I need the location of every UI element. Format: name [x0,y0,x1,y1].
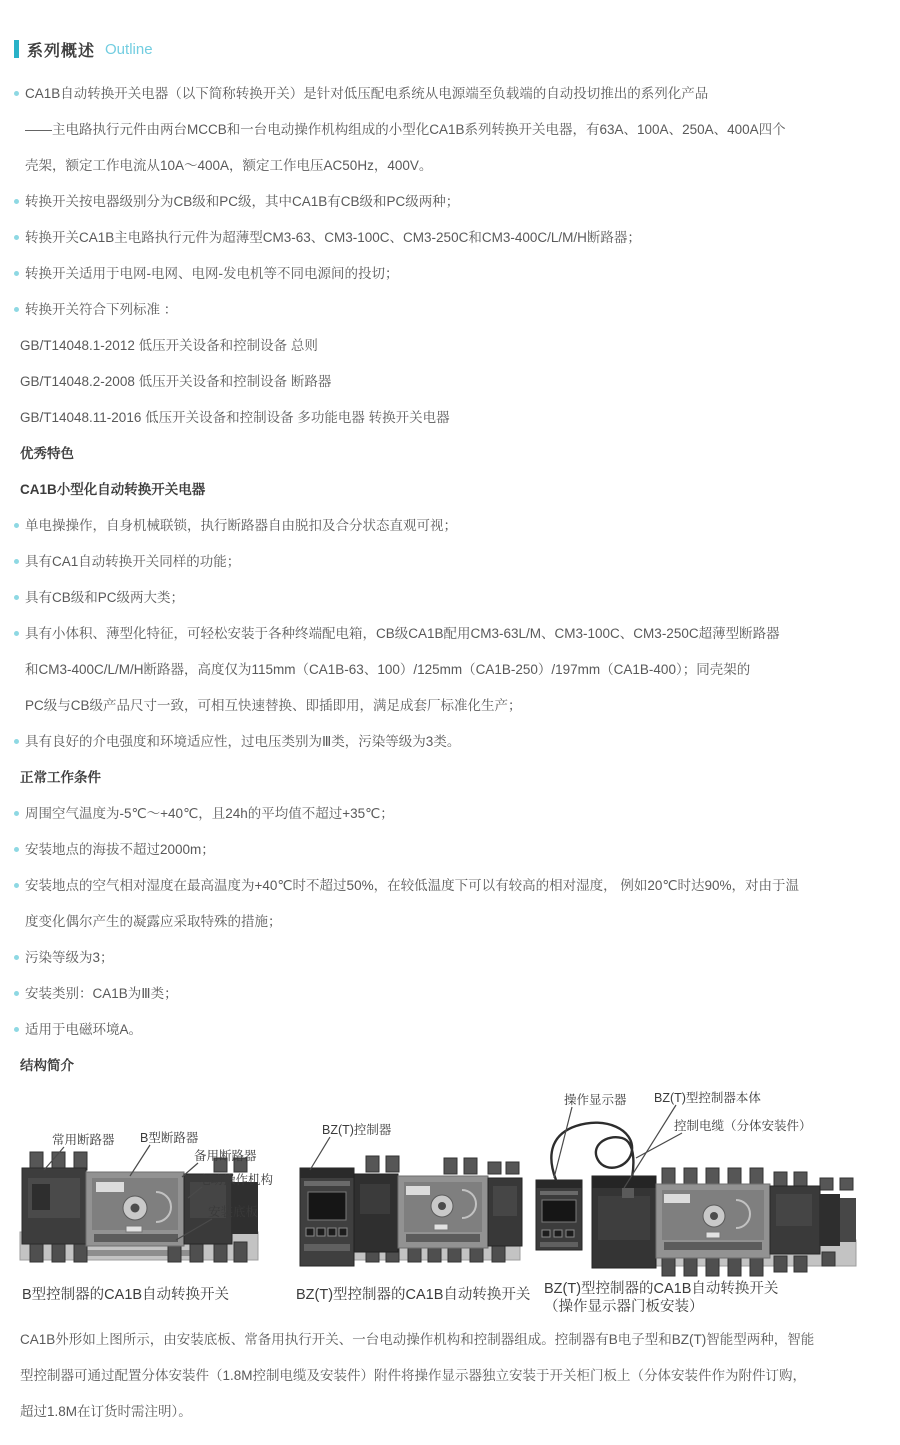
text-line [0,292,900,328]
footer-paragraph [0,1322,900,1430]
line-text: 正常工作条件 [20,770,101,785]
line-text: 安装地点的海拔不超过2000m； [25,842,215,857]
section-heading [0,1048,900,1084]
line-text: 安装类别：CA1B为Ⅲ类； [25,986,178,1001]
line-text: 污染等级为3； [25,950,114,965]
bullet-icon [14,991,19,996]
bullet-icon [14,739,19,744]
section-title-row [14,0,900,60]
text-line [0,904,900,940]
line-text: 具有CB级和PC级两大类； [25,590,185,605]
text-line [0,148,900,184]
figure-label-control-cable: 控制电缆（分体安装件） [674,1119,812,1133]
line-text: CA1B小型化自动转换开关电器 [20,482,206,497]
section-heading [0,760,900,796]
figure-label-bzt-controller-body: BZ(T)型控制器本体 [654,1091,761,1105]
text-line [0,364,900,400]
title-accent-bar [14,40,19,58]
text-line [0,544,900,580]
text-line [0,220,900,256]
text-line [0,1012,900,1048]
bullet-icon [14,523,19,528]
bullet-icon [14,559,19,564]
line-text: 转换开关按电器级别分为CB级和PC级，其中CA1B有CB级和PC级两种； [25,194,460,209]
bullet-icon [14,199,19,204]
figure-label-operation-display: 操作显示器 [564,1093,627,1107]
bullet-icon [14,271,19,276]
content-lines [0,76,900,1084]
text-line [0,796,900,832]
text-line [0,652,900,688]
text-line [0,976,900,1012]
text-line [0,1322,900,1358]
line-text: GB/T14048.1-2012 低压开关设备和控制设备 总则 [20,338,318,353]
bullet-icon [14,883,19,888]
line-text: 适用于电磁环境A。 [25,1022,143,1037]
figure-label-mounting-plate: 安装底板 [208,1205,259,1219]
line-text: 和CM3-400C/L/M/H断路器，高度仅为115mm（CA1B-63、100）/125mm（CA1B-250）/197mm（CA1B-400）；同壳架的 [25,662,751,677]
figure-bzt-switch [296,1084,531,1320]
text-line [0,76,900,112]
text-line [0,832,900,868]
text-line [0,1394,900,1430]
text-line [0,616,900,652]
line-text: 超过1.8M在订货时需注明）。 [20,1404,192,1419]
line-text: CA1B自动转换开关电器（以下简称转换开关）是针对低压配电系统从电源端至负载端的自动投切推出的系列化产品 [25,86,709,101]
product-photo-bzt-switch [296,1084,524,1276]
line-text: 优秀特色 [20,446,74,461]
figure-caption-sub: （操作显示器门板安装） [544,1299,704,1315]
line-text: 转换开关符合下列标准 ： [25,302,178,317]
bullet-icon [14,811,19,816]
text-line [0,508,900,544]
figure-caption: BZ(T)型控制器的CA1B自动转换开关 [296,1287,531,1303]
text-line [0,184,900,220]
text-line [0,940,900,976]
line-text: GB/T14048.11-2016 低压开关设备和控制设备 多功能电器 转换开关电器 [20,410,450,425]
bullet-icon [14,235,19,240]
figure-caption: B型控制器的CA1B自动转换开关 [22,1287,230,1303]
line-text: 度变化偶尔产生的凝露应采取特殊的措施； [25,914,282,929]
bullet-icon [14,595,19,600]
text-line [0,1358,900,1394]
figure-caption: BZ(T)型控制器的CA1B自动转换开关 [544,1281,779,1297]
text-line [0,688,900,724]
bullet-icon [14,631,19,636]
figures-row [0,1084,900,1320]
figure-b-type-switch [18,1084,290,1320]
text-line [0,400,900,436]
line-text: 具有良好的介电强度和环境适应性，过电压类别为Ⅲ类，污染等级为3类。 [25,734,461,749]
line-text: 具有小体积、薄型化特征，可轻松安装于各种终端配电箱，CB级CA1B配用CM3-63L/M、CM3-100C、CM3-250C超薄型断路器 [25,626,780,641]
line-text: 周围空气温度为-5℃～+40℃，且24h的平均值不超过+35℃； [25,806,394,821]
section-heading [0,472,900,508]
section-heading [0,436,900,472]
text-line [0,256,900,292]
line-text: 具有CA1自动转换开关同样的功能； [25,554,241,569]
page-title-en: Outline [105,40,153,58]
line-text: 单电操操作，自身机械联锁，执行断路器自由脱扣及合分状态直观可视； [25,518,457,533]
figure-label-b-type-breaker: B型断路器 [140,1131,199,1145]
figure-bzt-switch-door-mounted [530,1084,888,1320]
line-text: 转换开关CA1B主电路执行元件为超薄型CM3-63、CM3-100C、CM3-250C和CM3-400C/L/M/H断路器； [25,230,641,245]
line-text: CA1B外形如上图所示，由安装底板、常备用执行开关、一台电动操作机构和控制器组成。控制器有B电子型和BZ(T)智能型两种，智能 [20,1332,815,1347]
text-line [0,580,900,616]
line-text: GB/T14048.2-2008 低压开关设备和控制设备 断路器 [20,374,332,389]
line-text: 安装地点的空气相对湿度在最高温度为+40℃时不超过50%，在较低温度下可以有较高的相对湿度， 例如20℃时达90%，对由于温 [25,878,800,893]
bullet-icon [14,307,19,312]
line-text: ——主电路执行元件由两台MCCB和一台电动操作机构组成的小型化CA1B系列转换开关电器，有63A、100A、250A、400A四个 [25,122,786,137]
line-text: PC级与CB级产品尺寸一致，可相互快速替换、即插即用，满足成套厂标准化生产； [25,698,522,713]
text-line [0,112,900,148]
figure-label-standby-breaker: 备用断路器 [194,1149,257,1163]
line-text: 转换开关适用于电网-电网、电网-发电机等不同电源间的投切； [25,266,399,281]
line-text: 壳架，额定工作电流从10A～400A，额定工作电压AC50Hz，400V。 [25,158,433,173]
bullet-icon [14,1027,19,1032]
figure-label-bzt-controller: BZ(T)控制器 [322,1123,392,1137]
figure-label-normal-breaker: 常用断路器 [52,1133,115,1147]
bullet-icon [14,847,19,852]
text-line [0,868,900,904]
bullet-icon [14,955,19,960]
line-text: 结构简介 [20,1058,74,1073]
figure-label-motor-operator: 电动操作机构 [198,1173,274,1187]
line-text: 型控制器可通过配置分体安装件（1.8M控制电缆及安装件）附件将操作显示器独立安装于开关柜门板上（分体安装件作为附件订购， [20,1368,807,1383]
page-title: 系列概述 [27,42,96,60]
text-line [0,724,900,760]
product-photo-bzt-door-mounted [530,1084,888,1280]
text-line [0,328,900,364]
bullet-icon [14,91,19,96]
